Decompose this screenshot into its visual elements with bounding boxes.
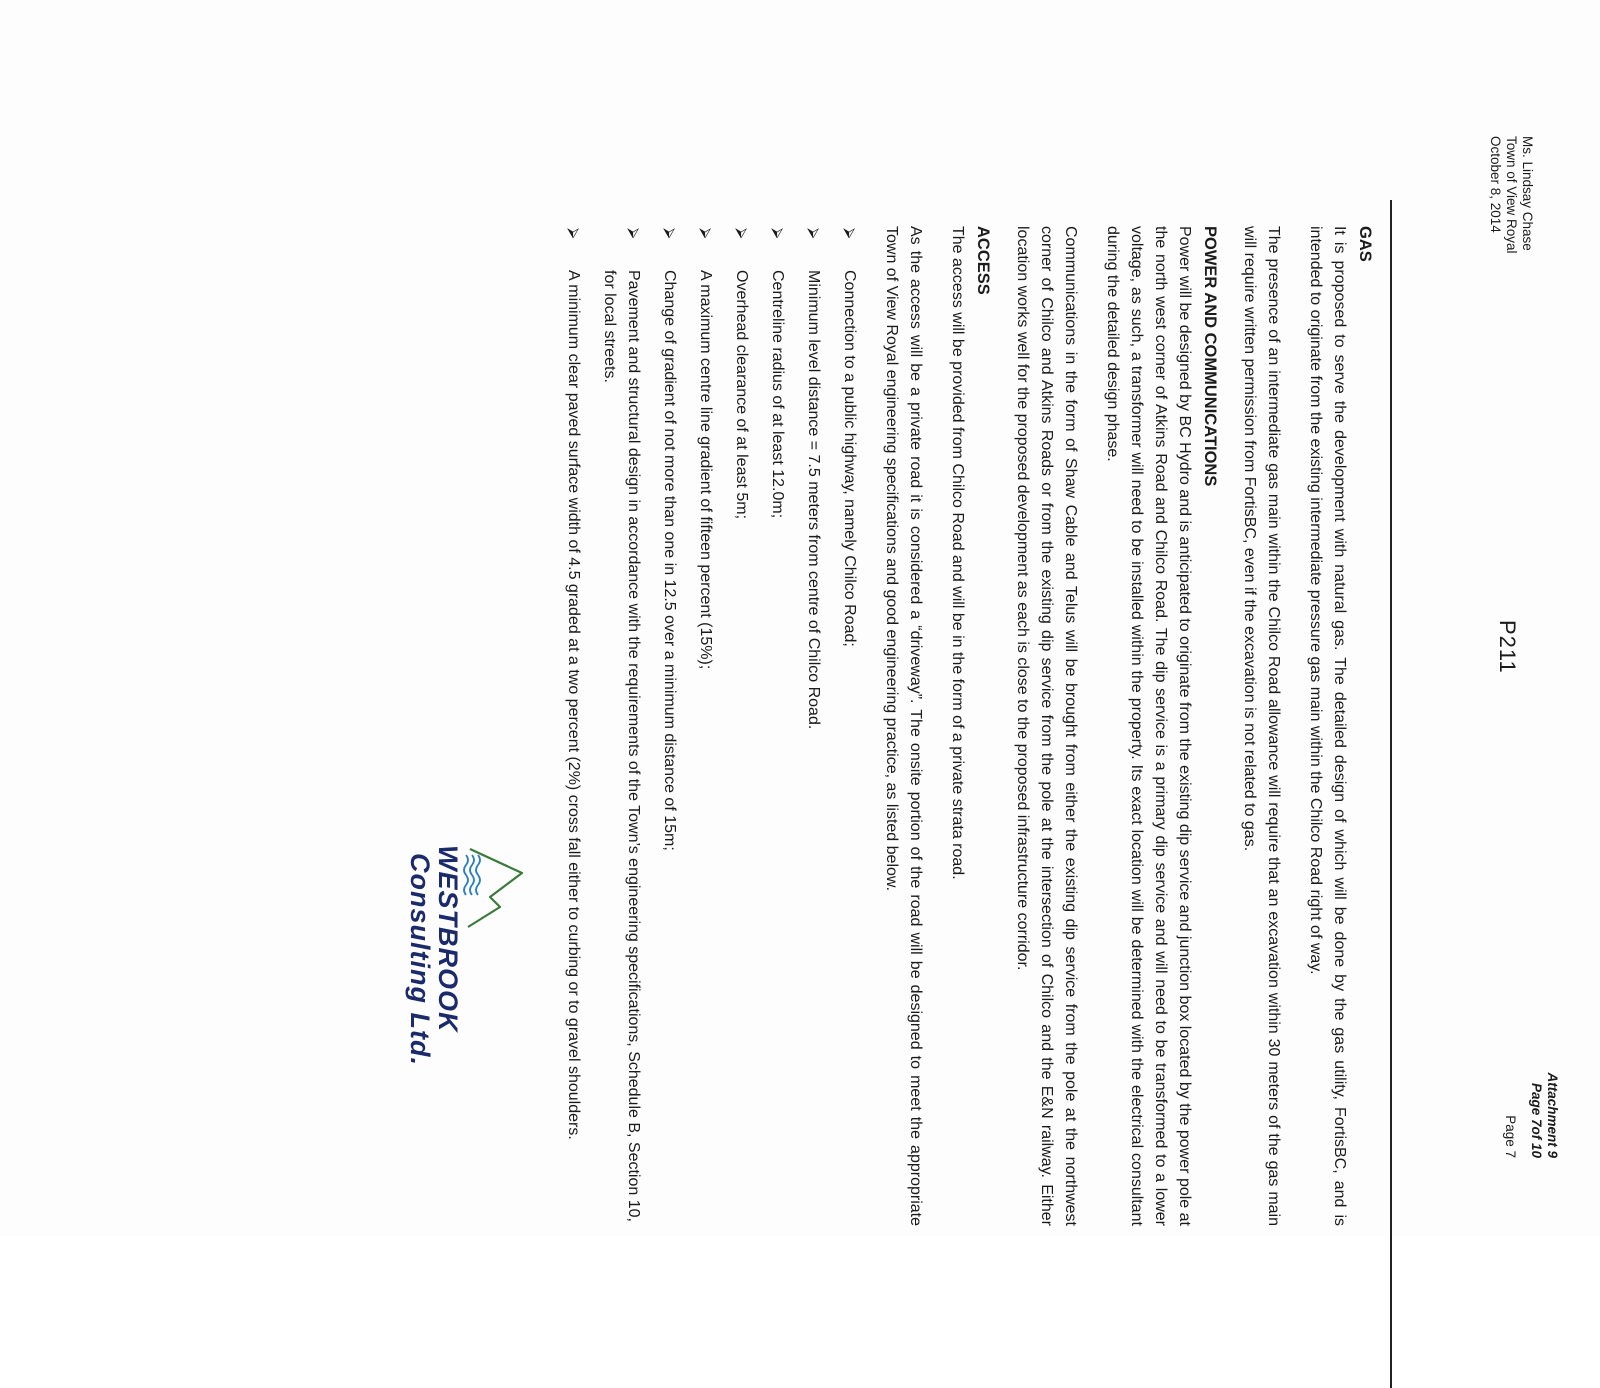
bullet-arrow-icon: ⮚ [733, 228, 750, 239]
mountain-logo-icon [460, 845, 530, 1145]
bullet-arrow-icon: ⮚ [697, 228, 714, 239]
letter-body [549, 226, 1374, 1226]
recipient-block [1487, 136, 1535, 254]
list-item: ⮚ A maximum centre line gradient of fifteen percent (15%); [693, 228, 717, 1226]
access-requirements-list [561, 226, 861, 1226]
gas-paragraph-2: The presence of an intermediate gas main within the Chilco Road allowance will require that an excavation within 30 meters of the gas main will require written permission from FortisBC, even if the excavation is not related to gas. [1241, 226, 1282, 1226]
attachment-block [1502, 1072, 1560, 1158]
bullet-arrow-icon: ⮚ [769, 228, 786, 239]
list-item: ⮚ Change of gradient of not more than one in 12.5 over a minimum distance of 15m; [657, 228, 681, 1226]
page-stamp: P211 [1495, 620, 1520, 674]
power-paragraph-1: Power will be designed by BC Hydro and is anticipated to originate from the existing dip service and junction box located by the power pole at the north west corner of Atkins Road and Chilco Road. The dip service is a primary dip service and will need to be transformed to a lower voltage, as such, a transformer will need to be installed within the property. Its exact location will be determined with the electrical consultant during the detailed design phase. [1104, 226, 1193, 1226]
section-heading-power: POWER AND COMMUNICATIONS [1201, 226, 1219, 487]
attachment-label: Attachment 9 [1545, 1072, 1560, 1158]
letter-date: October 8, 2014 [1488, 136, 1503, 233]
section-heading-gas: GAS [1356, 226, 1374, 262]
access-paragraph-1: The access will be provided from Chilco Road and will be in the form of a private strata road. [949, 226, 966, 880]
header-divider [1390, 200, 1392, 1388]
bullet-arrow-icon: ⮚ [625, 228, 642, 239]
power-paragraph-2: Communications in the form of Shaw Cable and Telus will be brought from either the existing dip service from the pole at the northwest corner of Chilco and Atkins Roads or from the existing dip service from the pole at the intersection of Chilco and the E&N railway. Either location works well for the proposed development as each is close to the proposed infrastructure corridor. [1014, 226, 1079, 1226]
company-name [406, 845, 462, 1066]
recipient-org: Town of View Royal [1504, 136, 1519, 254]
bullet-arrow-icon: ⮚ [661, 228, 678, 239]
westbrook-logo [405, 845, 530, 1145]
bullet-arrow-icon: ⮚ [565, 228, 582, 239]
bullet-arrow-icon: ⮚ [805, 228, 822, 239]
list-item: ⮚ Overhead clearance of at least 5m; [729, 228, 753, 1226]
page-label: Page 7 [1503, 1115, 1518, 1158]
list-item: ⮚ Centreline radius of at least 12.0m; [765, 228, 789, 1226]
company-name-line1: WESTBROOK [433, 845, 463, 1033]
list-item: ⮚ Minimum level distance = 7.5 meters from centre of Chilco Road. [801, 228, 825, 1226]
list-item: ⮚ Connection to a public highway, namely Chilco Road; [837, 228, 861, 1226]
section-heading-access: ACCESS [974, 226, 992, 295]
access-paragraph-2: As the access will be a private road it is considered a “driveway”. The onsite portion of the road will be designed to meet the appropriate Town of View Royal engineering specifications and good engineering practice, as listed below. [883, 226, 924, 1226]
gas-paragraph-1: It is proposed to serve the development with natural gas. The detailed design of which will be done by the gas utility, FortisBC, and is intended to originate from the existing intermediate pressure gas main within the Chilco Road right of way. [1307, 226, 1348, 1226]
list-item: ⮚ Pavement and structural design in accordance with the requirements of the Town’s engineering specifications, Schedule B, Section 10, for local streets. [597, 228, 645, 1226]
list-item: ⮚ A minimum clear paved surface width of 4.5 graded at a two percent (2%) cross fall either to curbing or to gravel shoulders. [561, 228, 585, 1226]
company-name-line2: Consulting Ltd. [405, 853, 435, 1066]
bullet-arrow-icon: ⮚ [841, 228, 858, 239]
recipient-name: Ms. Lindsay Chase [1520, 136, 1535, 251]
attachment-pages: Page 7of 10 [1529, 1082, 1544, 1158]
